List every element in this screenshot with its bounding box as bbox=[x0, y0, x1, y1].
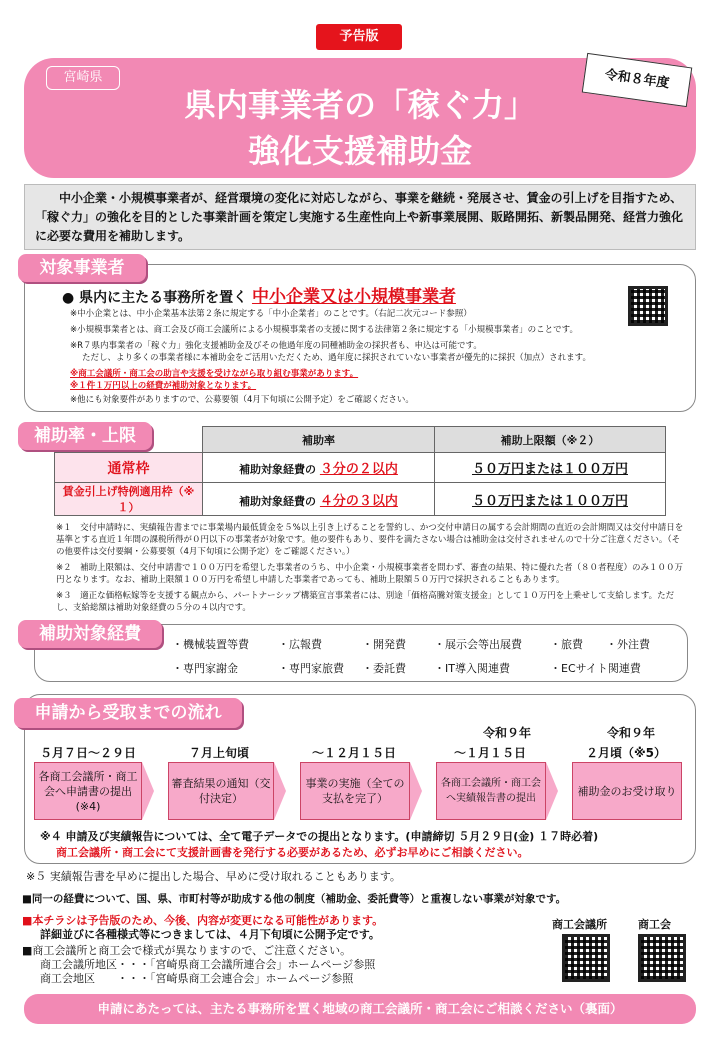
eligible-main-prefix: ● 県内に主たる事務所を置く bbox=[62, 290, 248, 306]
eligible-note-2: ※小規模事業者とは、商工会及び商工会議所による小規模事業者の支援に関する法律第２条に規定する「小規模事業者」のことです。 bbox=[70, 325, 578, 335]
preview-badge: 予告版 bbox=[316, 24, 402, 50]
flow-step: 各商工会議所・商工会へ申請書の提出(※4) bbox=[34, 762, 142, 820]
row-limit: ５０万円または１００万円 bbox=[435, 453, 666, 483]
eligible-note-7: ※他にも対象要件がありますので、公募要領（4月下旬頃に公開予定）をご確認ください。 bbox=[70, 395, 414, 405]
expense-item: ・展示会等出展費 bbox=[434, 638, 522, 651]
flow-tag: 申請から受取までの流れ bbox=[14, 698, 242, 728]
eligible-main-emph: 中小企業又は小規模事業者 bbox=[251, 287, 456, 307]
flow-step: 審査結果の通知（交付決定） bbox=[168, 762, 274, 820]
expense-item: ・開発費 bbox=[362, 638, 406, 651]
fiscal-year-label: 令和８年度 bbox=[582, 53, 693, 107]
step-date: ２月頃（※5） bbox=[585, 746, 667, 760]
expense-item: ・外注費 bbox=[606, 638, 650, 651]
step-date: 〜１２月１５日 bbox=[311, 746, 396, 760]
rate-note-2: ※２ 補助上限額は、交付申請書で１００万円を希望した事業者のうち、中小企業・小規模事業者を問わず、審査の結果、特に優れた者（８０者程度）のみ１００万円となります。なお、補助上限額１００万円を希望し申請した事業者であっても、補助上限額５０万円で採択されることもあります。 bbox=[56, 563, 683, 585]
expense-item: ・旅費 bbox=[550, 638, 583, 651]
arrow-right-icon bbox=[142, 762, 154, 820]
footer-line-5: 商工会議所地区・・・「宮崎県商工会議所連合会」ホームページ参照 bbox=[40, 958, 376, 971]
step-date: 〜１月１５日 bbox=[453, 746, 526, 760]
subsidy-rate-tag: 補助率・上限 bbox=[18, 422, 152, 450]
qr-code-icon bbox=[628, 286, 668, 326]
qr-code-icon bbox=[562, 934, 610, 982]
step-year: 令和９年 bbox=[482, 726, 531, 740]
expense-item: ・広報費 bbox=[278, 638, 322, 651]
expense-item: ・委託費 bbox=[362, 662, 406, 675]
expense-item: ・専門家旅費 bbox=[278, 662, 344, 675]
eligible-note-6: ※１件１万円以上の経費が補助対象となります。 bbox=[70, 381, 257, 391]
row-name: 賃金引上げ特例適用枠（※１） bbox=[55, 483, 203, 516]
page-title-line2: 強化支援補助金 bbox=[247, 132, 472, 170]
step-year: 令和９年 bbox=[606, 726, 655, 740]
row-rate: 補助対象経費の ４分の３以内 bbox=[203, 483, 435, 516]
row-rate: 補助対象経費の ３分の２以内 bbox=[203, 453, 435, 483]
eligible-note-4: ただし、より多くの事業者様に本補助金をご活用いただくため、過年度に採択されていない事業者が優先的に採択（加点）されます。 bbox=[82, 353, 591, 363]
eligible-note-1: ※中小企業とは、中小企業基本法第２条に規定する「中小企業者」のことです。（右記二次元コード参照） bbox=[70, 309, 472, 319]
flow-step: 各商工会議所・商工会へ実績報告書の提出 bbox=[436, 762, 546, 820]
flow-note-4a: ※４ 申請及び実績報告については、全て電子データでの提出となります。(申請締切 ５月２９日(金) １７時必着) bbox=[40, 830, 599, 843]
expense-item: ・ECサイト関連費 bbox=[550, 662, 641, 675]
eligible-note-5: ※商工会議所・商工会の助言や支援を受けながら取り組む事業があります。 bbox=[70, 369, 359, 379]
arrow-right-icon bbox=[410, 762, 422, 820]
table-row bbox=[55, 453, 666, 483]
rate-note-3: ※３ 適正な価格転嫁等を支援する観点から、パートナーシップ構築宣言事業者には、別途「価格高騰対策支援金」として１０万円を上乗せして支給します。ただし、支給総額は補助対象経費の５分の４以内です。 bbox=[56, 591, 675, 613]
expense-item: ・IT導入関連費 bbox=[434, 662, 510, 675]
expense-item: ・機械装置等費 bbox=[172, 638, 249, 651]
qr-label-chamber: 商工会議所 bbox=[552, 918, 607, 931]
eligible-note-3: ※R７県内事業者の「稼ぐ力」強化支援補助金及びその他過年度の同種補助金の採択者も、申込は可能です。 bbox=[70, 341, 482, 351]
eligible-main bbox=[62, 282, 456, 307]
eligible-tag: 対象事業者 bbox=[18, 254, 146, 282]
prefecture-label: 宮崎県 bbox=[46, 66, 120, 90]
flow-step: 補助金のお受け取り bbox=[572, 762, 682, 820]
flow-step: 事業の実施（全ての支払を完了） bbox=[300, 762, 410, 820]
intro-text: 中小企業・小規模事業者が、経営環境の変化に対応しながら、事業を継続・発展させ、賃金の引上げを目指すため、「稼ぐ力」の強化を目的とした事業計画を策定し実施する生産性向上や新事業展開、販路開拓、新製品開発、経営力強化に必要な費用を補助します。 bbox=[24, 184, 696, 250]
qr-label-society: 商工会 bbox=[638, 918, 671, 931]
footer-line-4: ■商工会議所と商工会で様式が異なりますので、ご注意ください。 bbox=[22, 944, 352, 957]
footer-line-3: 詳細並びに各種様式等につきましては、４月下旬頃に公開予定です。 bbox=[40, 928, 380, 941]
consultation-banner: 申請にあたっては、主たる事務所を置く地域の商工会議所・商工会にご相談ください（裏面） bbox=[24, 994, 696, 1024]
page-title-line1: 県内事業者の「稼ぐ力」 bbox=[183, 86, 536, 124]
flow-note-5: ※５ 実績報告書を早めに提出した場合、早めに受け取れることもあります。 bbox=[26, 870, 401, 883]
expense-item: ・専門家謝金 bbox=[172, 662, 238, 675]
footer-line-6: 商工会地区 ・・・「宮崎県商工会連合会」ホームページ参照 bbox=[40, 972, 354, 985]
col-limit-header: 補助上限額（※２） bbox=[435, 427, 666, 453]
qr-code-icon bbox=[638, 934, 686, 982]
rate-note-1: ※１ 交付申請時に、実績報告書までに事業場内最低賃金を５%以上引き上げることを誓約し、かつ交付申請日の属する会計期間の直近の会計期間又は交付申請日を基準とする直近１年間の課税所得が０円以下の事業者が対象です。他の要件もあり、要件を満たさない場合は補助金は交付されませんので十分ご注意ください。（その他要件は交付要綱・公募要領（4月下旬頃に公開予定）をご確認ください。） bbox=[56, 523, 684, 557]
step-date: ７月上旬頃 bbox=[188, 746, 249, 760]
row-name: 通常枠 bbox=[55, 453, 203, 483]
row-limit: ５０万円または１００万円 bbox=[435, 483, 666, 516]
footer-line-2: ■本チラシは予告版のため、今後、内容が変更になる可能性があります。 bbox=[22, 914, 384, 927]
arrow-right-icon bbox=[274, 762, 286, 820]
table-row bbox=[55, 483, 666, 516]
step-date: ５月７日〜２９日 bbox=[39, 746, 136, 760]
arrow-right-icon bbox=[546, 762, 558, 820]
col-rate-header: 補助率 bbox=[203, 427, 435, 453]
footer-line-1: ■同一の経費について、国、県、市町村等が助成する他の制度（補助金、委託費等）と重複しない事業が対象です。 bbox=[22, 893, 567, 905]
expense-tag: 補助対象経費 bbox=[18, 620, 162, 648]
flow-note-4b: 商工会議所・商工会にて支援計画書を発行する必要があるため、必ずお早めにご相談ください。 bbox=[56, 846, 529, 859]
